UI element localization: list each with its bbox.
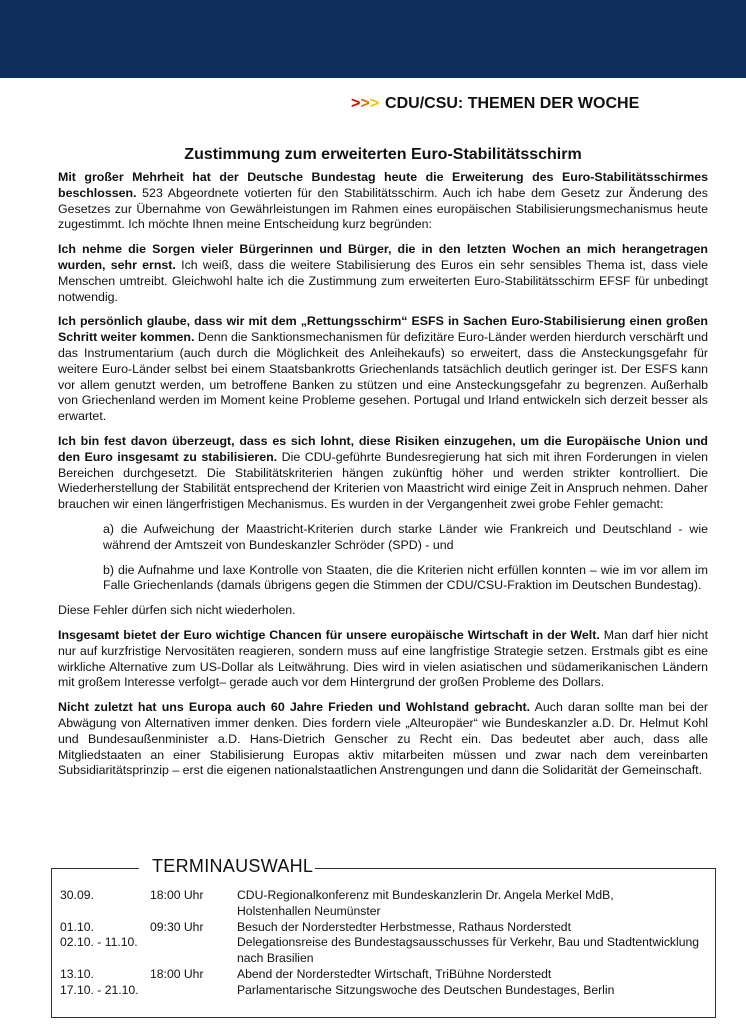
termin-row: [60, 920, 710, 936]
termin-date: 17.10. - 21.10.: [60, 982, 139, 997]
paragraph-3-text: Denn die Sanktionsmechanismen für defizitäre Euro-Länder werden hierdurch verschärft und das Instrumentarium (auch durch die Möglichkeit des Anleihekaufs) so erweitert, dass die Ansteckungsgefahr für weitere Euro-Länder selbst bei einem Staatsbankrotts Griechenlands tatsächlich deutlich geringer ist. Der ESFS kann vor allem genutzt werden, um betroffene Banken zu stützen und eine Ansteckungsgefahr zu begrenzen. Außerhalb von Griechenland werden im Moment keine Probleme gesehen. Portugal und Irland entwickeln sich derzeit besser als erwartet.: [58, 330, 708, 424]
arrow-chevrons-icon: >>>: [351, 95, 380, 112]
section-title: CDU/CSU: THEMEN DER WOCHE: [385, 95, 640, 112]
paragraph-2-lead: Ich nehme die Sorgen vieler Bürgerinnen und Bürger, die in den letzten Wochen an mich herangetragen wurden, sehr ernst.: [58, 242, 708, 272]
termin-text: CDU-Regionalkonferenz mit Bundeskanzlerin Dr. Angela Merkel MdB, Holstenhallen Neumünster: [237, 888, 614, 918]
paragraph-3: [58, 314, 708, 425]
paragraph-4-text: Die CDU-geführte Bundesregierung hat sich mit ihren Forderungen in vielen Bereichen durchgesetzt. Die Stabilitätskriterien hängen zukünftig höher und werden strikter kontrolliert. Die Wiederherstellung der Stabilität entsprechend der Kriterien von Maastricht wird einige Zeit in Anspruch nehmen. Daher brauchen wir einen längerfristigen Mechanismus. Es wurden in der Vergangenheit zwei grobe Fehler gemacht:: [58, 449, 708, 512]
termin-date: 01.10.: [60, 919, 94, 934]
termin-date: 30.09.: [60, 888, 94, 902]
termin-date: 13.10.: [60, 966, 94, 981]
paragraph-7-text: Auch daran sollte man bei der Abwägung von Alternativen immer denken. Dies fordern viele „Alteuropäer“ wie Bundeskanzler a.D. Dr. Helmut Kohl und Bundesaußenminister a.D. Hans-Dietrich Genscher zu Recht ein. Das bedeutet aber auch, dass alle Mitgliedstaaten an einer Stabilisierung Europas aktiv mitarbeiten müssen und zwar nach dem vereinbarten Subsidiaritätsprinzip – erst die eigenen nationalstaatlichen Anstrengungen und dann die Solidarität der Gemeinschaft.: [58, 700, 708, 778]
paragraph-2: [58, 242, 708, 305]
termin-text: Besuch der Norderstedter Herbstmesse, Rathaus Norderstedt: [237, 919, 571, 934]
paragraph-7-lead: Nicht zuletzt hat uns Europa auch 60 Jahre Frieden und Wohlstand gebracht.: [58, 700, 531, 715]
paragraph-4-lead: Ich bin fest davon überzeugt, dass es sich lohnt, diese Risiken einzugehen, um die Europäische Union und den Euro insgesamt zu stabilisieren.: [58, 433, 708, 464]
paragraph-6: [58, 628, 708, 691]
termin-row: [60, 967, 710, 983]
section-heading: [351, 95, 746, 113]
list-item-b: b) die Aufnahme und laxe Kontrolle von Staaten, die die Kriterien nicht erfüllen konnten – wie im vor allem im Falle Griechenlands (damals übrigens gegen die Stimmen der CDU/CSU-Fraktion im Deutschen Bundestag).: [103, 562, 708, 593]
paragraph-5: Diese Fehler dürfen sich nicht wiederholen.: [58, 603, 296, 618]
paragraph-7: [58, 700, 708, 779]
termin-time: 18:00 Uhr: [150, 966, 204, 981]
article-title: Zustimmung zum erweiterten Euro-Stabilitätsschirm: [184, 146, 582, 163]
paragraph-1-text: 523 Abgeordnete votierten für den Stabilitätsschirm. Auch ich habe dem Gesetz zur Änderung des Gesetzes zur Übernahme von Gewährleistungen im Rahmen eines europäischen Stabilisierungsmechanismus heute zugestimmt. Ich möchte Ihnen meine Entscheidung kurz begründen:: [58, 185, 708, 232]
paragraph-6-text: Man darf hier nicht nur auf kurzfristige Nervositäten reagieren, sondern muss auf eine langfristige Strategie setzen. Erstmals gibt es eine wirkliche Alternative zum US-Dollar als Leitwährung. Dies wird in vielen asiatischen und südamerikanischen Ländern mit großem Interesse verfolgt– gerade auch vor dem Hintergrund der großen Probleme des Dollars.: [58, 627, 709, 690]
termin-text: Parlamentarische Sitzungswoche des Deutschen Bundestages, Berlin: [237, 982, 615, 997]
paragraph-6-lead: Insgesamt bietet der Euro wichtige Chancen für unsere europäische Wirtschaft in der Welt.: [58, 627, 600, 642]
paragraph-4: [58, 434, 708, 513]
termin-row: [60, 935, 710, 967]
termin-text: Delegationsreise des Bundestagsausschusses für Verkehr, Bau und Stadtentwicklung nach Brasilien: [237, 935, 700, 966]
termin-row: [60, 983, 710, 999]
article: [58, 145, 708, 788]
termin-time: 09:30 Uhr: [150, 919, 204, 934]
termin-time: [150, 983, 237, 999]
termin-time: [150, 935, 237, 967]
termin-title: TERMINAUSWAHL: [152, 856, 314, 876]
list-item-a: a) die Aufweichung der Maastricht-Kriterien durch starke Länder wie Frankreich und Deutschland - wie während der Amtszeit von Bundeskanzler Schröder (SPD) - und: [103, 521, 708, 552]
termin-list: [60, 888, 710, 999]
termin-date: 02.10. - 11.10.: [60, 935, 138, 950]
paragraph-2-text: Ich weiß, dass die weitere Stabilisierung des Euros ein sehr sensibles Thema ist, dass viele Menschen umtreibt. Gleichwohl halte ich die Zustimmung zum erweiterten Euro-Stabilitätsschirm EFSF für unbedingt notwendig.: [58, 257, 708, 304]
paragraph-3-lead: Ich persönlich glaube, dass wir mit dem „Rettungsschirm“ ESFS in Sachen Euro-Stabilisierung einen großen Schritt weiter kommen.: [58, 314, 708, 345]
paragraph-1: [58, 170, 708, 233]
paragraph-1-lead: Mit großer Mehrheit hat der Deutsche Bundestag heute die Erweiterung des Euro-Stabilitätsschirmes beschlossen.: [58, 170, 708, 200]
termin-text: Abend der Norderstedter Wirtschaft, TriBühne Norderstedt: [237, 966, 552, 981]
header-bar: [0, 0, 746, 78]
termin-time: 18:00 Uhr: [150, 888, 204, 902]
termin-row: [60, 888, 710, 920]
